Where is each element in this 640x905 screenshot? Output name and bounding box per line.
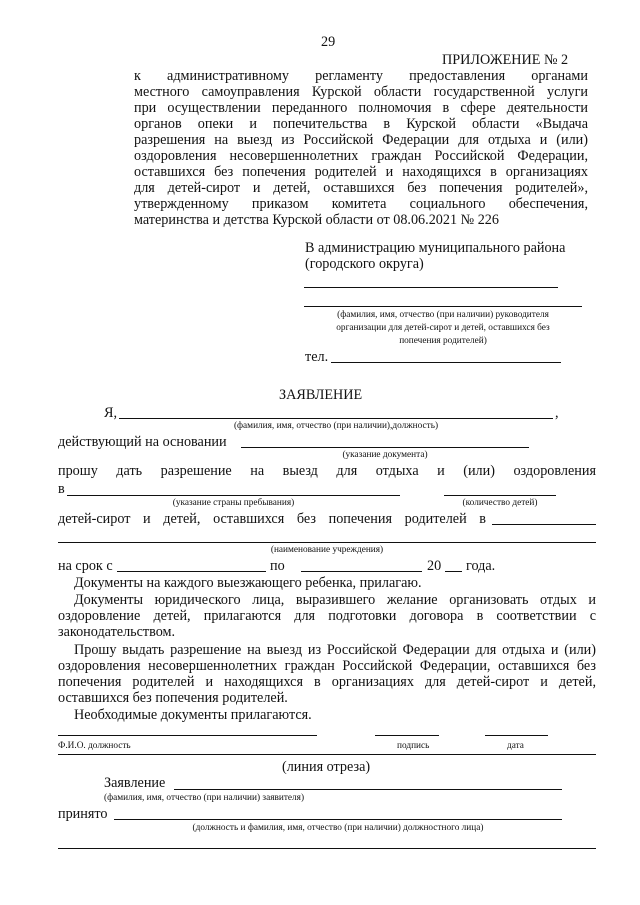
paragraph-line: Документы юридического лица, выразившего желание организовать отдых и (74, 592, 596, 608)
addressee-blank[interactable] (304, 306, 582, 307)
paragraph-line: Прошу выдать разрешение на выезд из Российской Федерации для отдыха и (или) (74, 642, 596, 658)
basis-field[interactable] (241, 447, 529, 448)
paragraph: Необходимые документы прилагаются. (74, 707, 312, 723)
children-count-field[interactable] (444, 495, 556, 496)
appendix-line: оставшихся без попечения родителей и находящихся в организациях (134, 164, 588, 180)
receipt-accepted-label: принято (58, 806, 108, 822)
country-field[interactable] (67, 495, 400, 496)
appendix-line: разрешения на выезд из Российской Федерации для отдыха и (или) (134, 132, 588, 148)
phone-label: тел. (305, 349, 329, 365)
addressee-line: (городского округа) (305, 256, 424, 272)
paragraph-line: законодательством. (58, 624, 176, 640)
receipt-official-field[interactable] (114, 819, 562, 820)
paragraph-line: оздоровления несовершеннолетних граждан Российской Федерации, оставшихся без (58, 658, 596, 674)
institution-field-start[interactable] (492, 524, 596, 525)
paragraph: Документы на каждого выезжающего ребенка, прилагаю. (74, 575, 422, 591)
in-label: в (58, 481, 65, 497)
statement-title: ЗАЯВЛЕНИЕ (279, 387, 363, 403)
date-caption: дата (507, 741, 524, 751)
term-from-label: на срок с (58, 558, 113, 574)
applicant-name-field[interactable] (119, 418, 553, 419)
receipt-official-caption: (должность и фамилия, имя, отчество (при наличии) должностного лица) (192, 823, 484, 833)
request-line: прошу дать разрешение на выезд для отдыха и (или) оздоровления (58, 463, 596, 479)
date-field[interactable] (485, 735, 548, 736)
phone-field[interactable] (331, 362, 561, 363)
appendix-line: утвержденному приказом комитета социального обеспечения, (134, 196, 588, 212)
term-year-field[interactable] (445, 571, 462, 572)
fio-field[interactable] (58, 735, 317, 736)
appendix-line: местного самоуправления Курской области государственной услуги (134, 84, 588, 100)
appendix-line: оздоровления несовершеннолетних граждан Российской Федерации, (134, 148, 588, 164)
signature-caption: подпись (397, 741, 430, 751)
term-to-label: по (270, 558, 285, 574)
appendix-title: ПРИЛОЖЕНИЕ № 2 (442, 52, 569, 68)
addressee-caption: организации для детей-сирот и детей, оставшихся без (336, 323, 550, 333)
appendix-line: при осуществлении переданного полномочия в сфере деятельности (134, 100, 588, 116)
paragraph-line: оставшихся без попечения родителей. (58, 690, 288, 706)
appendix-line: к административному регламенту предоставления органами (134, 68, 588, 84)
i-label: Я, (104, 405, 118, 421)
term-year-suffix: года. (466, 558, 496, 574)
addressee-line: В администрацию муниципального района (305, 240, 566, 256)
children-count-caption: (количество детей) (462, 498, 538, 508)
signature-field[interactable] (375, 735, 439, 736)
institution-caption: (наименование учреждения) (270, 545, 384, 555)
receipt-applicant-caption: (фамилия, имя, отчество (при наличии) заявителя) (104, 793, 305, 803)
term-to-field[interactable] (301, 571, 422, 572)
i-comma: , (555, 405, 559, 421)
appendix-line: для детей-сирот и детей, оставшихся без попечения родителей», (134, 180, 588, 196)
receipt-statement-label: Заявление (104, 775, 166, 791)
institution-field[interactable] (58, 542, 596, 543)
page-number: 29 (321, 34, 336, 50)
orphans-line: детей-сирот и детей, оставшихся без попечения родителей в (58, 511, 486, 527)
applicant-name-caption: (фамилия, имя, отчество (при наличии),должность) (233, 421, 439, 431)
addressee-caption: (фамилия, имя, отчество (при наличии) руководителя (337, 310, 549, 320)
addressee-caption: попечения родителей) (399, 336, 487, 346)
appendix-line: органов опеки и попечительства в Курской области «Выдача (134, 116, 588, 132)
appendix-line: материнства и детства Курской области от 08.06.2021 № 226 (134, 212, 499, 228)
cut-line-label: (линия отреза) (282, 759, 371, 775)
receipt-applicant-field[interactable] (174, 789, 562, 790)
term-year-prefix: 20 (427, 558, 442, 574)
paragraph-line: оздоровление детей, прилагаются для подготовки договора в соответствии с (58, 608, 596, 624)
cut-line (58, 754, 596, 755)
receipt-bottom-field[interactable] (58, 848, 596, 849)
basis-caption: (указание документа) (342, 450, 428, 460)
fio-caption: Ф.И.О. должность (58, 741, 131, 751)
term-from-field[interactable] (117, 571, 266, 572)
country-caption: (указание страны пребывания) (172, 498, 295, 508)
basis-label: действующий на основании (58, 434, 227, 450)
paragraph-line: попечения родителей и находящихся в организациях для детей-сирот и детей, (58, 674, 596, 690)
addressee-blank[interactable] (304, 287, 558, 288)
